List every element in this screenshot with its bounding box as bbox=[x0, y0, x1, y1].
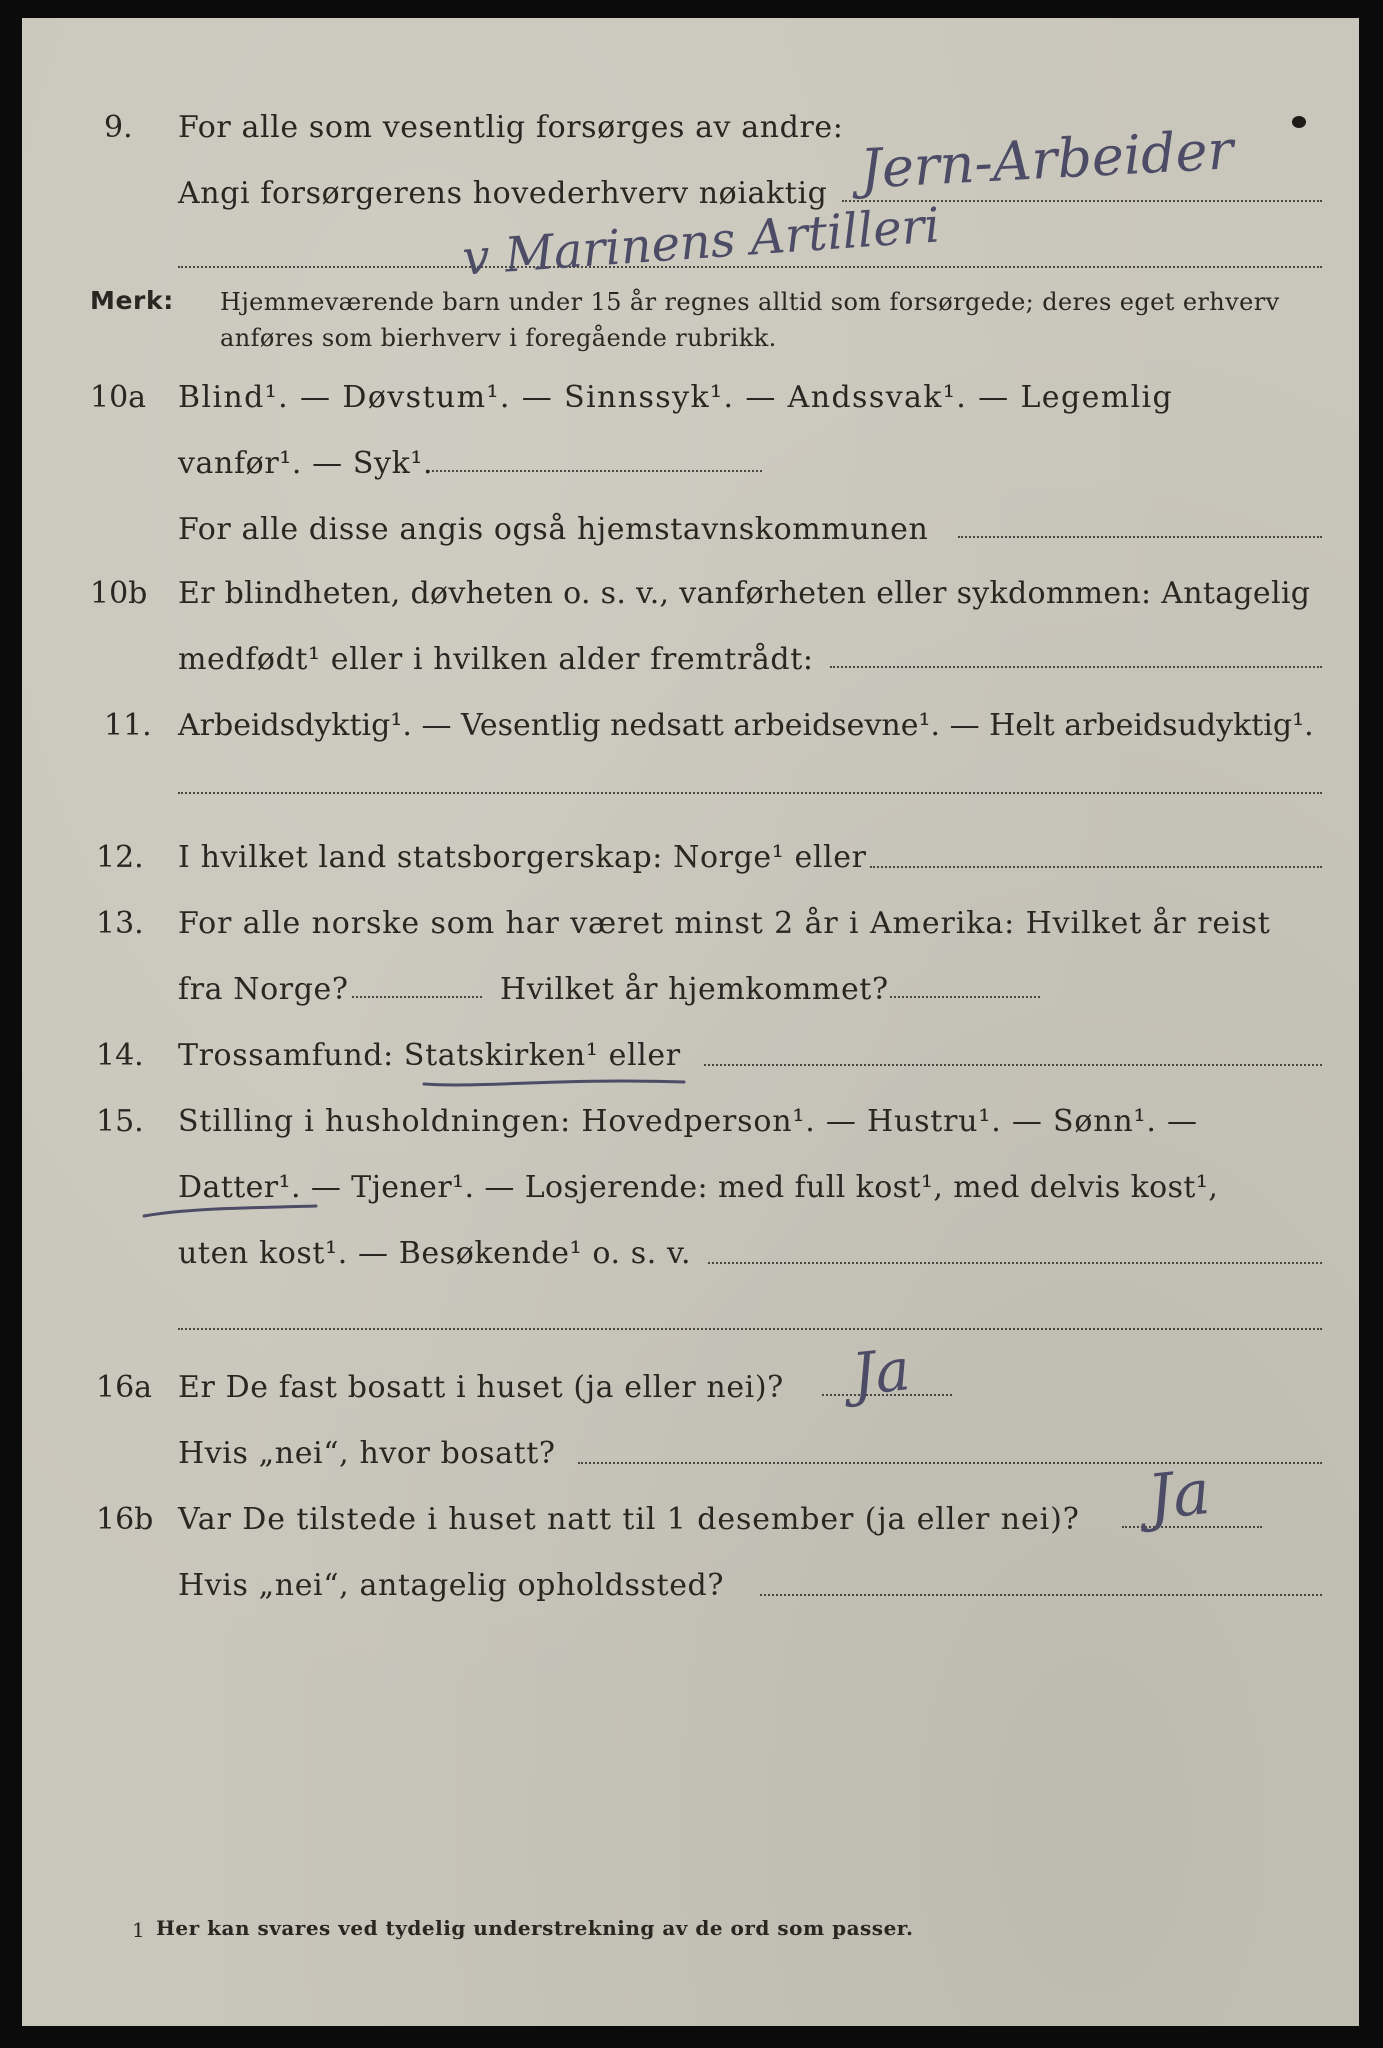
ink-blot bbox=[1292, 116, 1306, 128]
q9-number: 9. bbox=[104, 110, 133, 145]
q10b-number: 10b bbox=[90, 576, 148, 611]
q12-number: 12. bbox=[96, 840, 144, 875]
q9-handwritten-employer: v Marinens Artilleri bbox=[460, 197, 942, 287]
q15-line2: Datter¹. — Tjener¹. — Losjerende: med full kost¹, med delvis kost¹, bbox=[178, 1170, 1219, 1205]
q16b-opholdssted-line bbox=[760, 1594, 1322, 1596]
footnote-mark: 1 bbox=[132, 1918, 146, 1942]
q11-answer-line bbox=[178, 792, 1322, 794]
q15-pencil-underline bbox=[140, 1198, 320, 1222]
census-form-page bbox=[22, 18, 1359, 2026]
q13-line2a: fra Norge? bbox=[178, 972, 349, 1007]
q16a-line1: Er De fast bosatt i huset (ja eller nei)? bbox=[178, 1370, 784, 1405]
q13-reist-line bbox=[352, 996, 482, 998]
q10b-line1: Er blindheten, døvheten o. s. v., vanførheten eller sykdommen: Antagelig bbox=[178, 576, 1311, 611]
q11-number: 11. bbox=[104, 708, 152, 743]
q16a-bosatt-line bbox=[578, 1462, 1322, 1464]
q10b-answer-line bbox=[830, 666, 1322, 668]
q10a-line2: vanfør¹. — Syk¹. bbox=[178, 446, 434, 481]
q13-line1: For alle norske som har været minst 2 år i Amerika: Hvilket år reist bbox=[178, 906, 1271, 941]
q12-answer-line bbox=[870, 866, 1322, 868]
q16a-handwritten-answer: Ja bbox=[848, 1335, 914, 1409]
merk-label: Merk: bbox=[90, 286, 174, 315]
merk-line1: Hjemmeværende barn under 15 år regnes alltid som forsørgede; deres eget erhverv bbox=[220, 288, 1280, 316]
q10a-hjemstavn-line bbox=[958, 536, 1322, 538]
q13-hjemkommet-line bbox=[890, 996, 1040, 998]
q10b-line2: medfødt¹ eller i hvilken alder fremtrådt: bbox=[178, 642, 814, 677]
q15-line3: uten kost¹. — Besøkende¹ o. s. v. bbox=[178, 1236, 692, 1271]
q14-pencil-underline bbox=[420, 1070, 690, 1094]
q14-answer-line bbox=[704, 1064, 1322, 1066]
q16b-line2: Hvis „nei“, antagelig opholdssted? bbox=[178, 1568, 725, 1603]
q10a-line1: Blind¹. — Døvstum¹. — Sinnssyk¹. — Andssvak¹. — Legemlig bbox=[178, 380, 1174, 415]
q15-answer-line2 bbox=[178, 1328, 1322, 1330]
q10a-number: 10a bbox=[90, 380, 147, 415]
q14-line1: Trossamfund: Statskirken¹ eller bbox=[178, 1038, 681, 1073]
footnote-text: Her kan svares ved tydelig understrekning av de ord som passer. bbox=[156, 1916, 914, 1940]
q16a-line2: Hvis „nei“, hvor bosatt? bbox=[178, 1436, 556, 1471]
q16b-line1: Var De tilstede i huset natt til 1 desember (ja eller nei)? bbox=[178, 1502, 1080, 1537]
q9-handwritten-occupation: Jern-Arbeider bbox=[858, 118, 1235, 201]
q13-number: 13. bbox=[96, 906, 144, 941]
q16b-number: 16b bbox=[96, 1502, 154, 1537]
q13-line2b: Hvilket år hjemkommet? bbox=[500, 972, 889, 1007]
q16a-number: 16a bbox=[96, 1370, 153, 1405]
q9-line2: Angi forsørgerens hovederhverv nøiaktig bbox=[178, 176, 828, 211]
q11-line1: Arbeidsdyktig¹. — Vesentlig nedsatt arbeidsevne¹. — Helt arbeidsudyktig¹. bbox=[178, 708, 1314, 743]
q15-number: 15. bbox=[96, 1104, 144, 1139]
q15-line1: Stilling i husholdningen: Hovedperson¹. — Hustru¹. — Sønn¹. — bbox=[178, 1104, 1198, 1139]
q15-answer-line1 bbox=[708, 1262, 1322, 1264]
q9-line1: For alle som vesentlig forsørges av andre: bbox=[178, 110, 844, 145]
merk-line2: anføres som bierhverv i foregående rubrikk. bbox=[220, 324, 777, 352]
q14-number: 14. bbox=[96, 1038, 144, 1073]
q16b-handwritten-answer: Ja bbox=[1144, 1454, 1214, 1535]
q12-line1: I hvilket land statsborgerskap: Norge¹ eller bbox=[178, 840, 867, 875]
q10a-answer-line bbox=[432, 470, 762, 472]
q10a-line3: For alle disse angis også hjemstavnskommunen bbox=[178, 512, 929, 547]
